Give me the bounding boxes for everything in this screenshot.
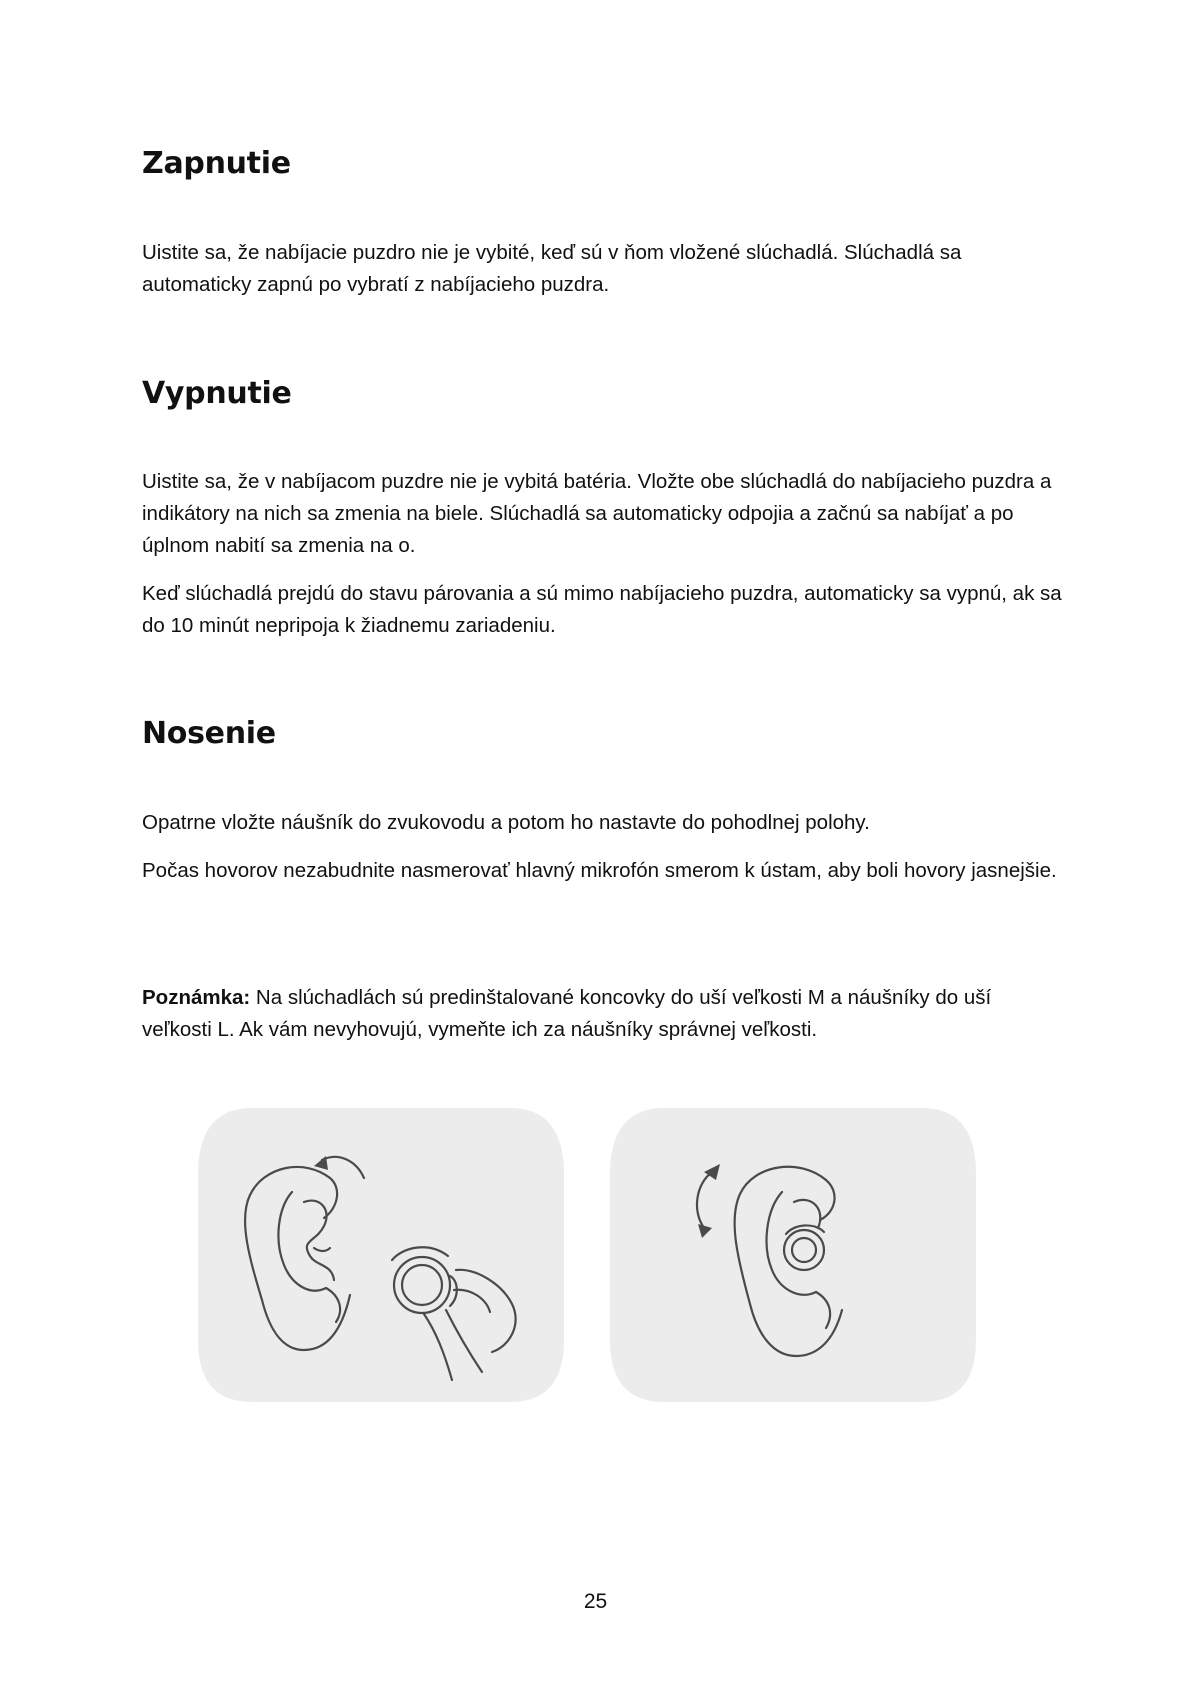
paragraph-nosenie-2: Počas hovorov nezabudnite nasmerovať hlavný mikrofón smerom k ústam, aby boli hovory jasnejšie. [142, 859, 1057, 882]
paragraph-vypnutie-2: Keď slúchadlá prejdú do stavu párovania a sú mimo nabíjacieho puzdra, automaticky sa vypnú, ak sa do 10 minút nepripoja k žiadnemu zariadeniu. [142, 582, 1062, 637]
note-text: Na slúchadlách sú predinštalované koncovky do uší veľkosti M a náušníky do uší veľkosti L. Ak vám nevyhovujú, vymeňte ich za náušníky správnej veľkosti. [142, 986, 992, 1041]
earbud-wearing-figure [192, 1100, 992, 1410]
note-paragraph [142, 982, 1062, 1046]
paragraph-nosenie-1: Opatrne vložte náušník do zvukovodu a potom ho nastavte do pohodlnej polohy. [142, 811, 870, 834]
paragraph-vypnutie-1: Uistite sa, že v nabíjacom puzdre nie je vybitá batéria. Vložte obe slúchadlá do nabíjacieho puzdra a indikátory na nich sa zmenia na biele. Slúchadlá sa automaticky odpojia a začnú sa nabíjať a po úplnom nabití sa zmenia na o. [142, 470, 1052, 557]
heading-nosenie: Nosenie [142, 716, 276, 751]
paragraph-zapnutie: Uistite sa, že nabíjacie puzdro nie je vybité, keď sú v ňom vložené slúchadlá. Slúchadlá sa automaticky zapnú po vybratí z nabíjacieho puzdra. [142, 241, 962, 296]
ear-insert-illustration [192, 1100, 570, 1410]
heading-zapnutie: Zapnutie [142, 146, 291, 181]
ear-adjust-illustration [604, 1100, 982, 1410]
heading-vypnutie: Vypnutie [142, 376, 292, 411]
page-number: 25 [583, 1590, 608, 1613]
note-label: Poznámka: [142, 986, 251, 1009]
